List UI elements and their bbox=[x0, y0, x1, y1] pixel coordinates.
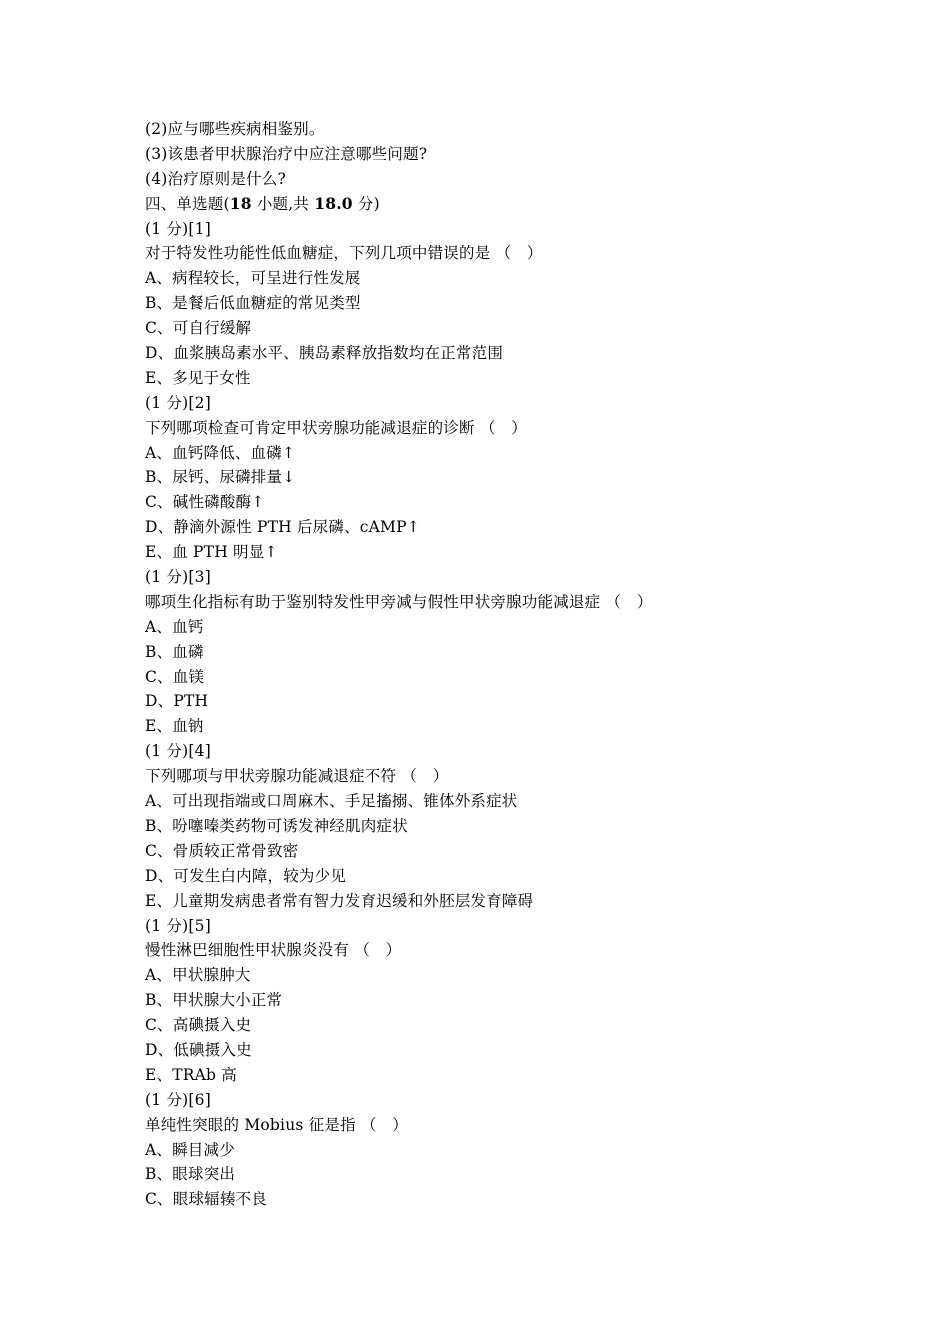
question-header: (1 分)[1] bbox=[145, 219, 211, 238]
option-a: A、血钙 bbox=[145, 617, 204, 636]
option-a: A、瞬目减少 bbox=[145, 1140, 235, 1159]
question-header: (1 分)[5] bbox=[145, 916, 211, 935]
question-line-4: (4)治疗原则是什么? bbox=[145, 169, 286, 188]
option-c: C、可自行缓解 bbox=[145, 319, 252, 338]
option-d: D、可发生白内障，较为少见 bbox=[145, 866, 347, 885]
question-block bbox=[145, 1088, 905, 1212]
option-e: E、血钠 bbox=[145, 717, 204, 736]
option-b: B、吩噻嗪类药物可诱发神经肌肉症状 bbox=[145, 816, 408, 835]
option-d: D、血浆胰岛素水平、胰岛素释放指数均在正常范围 bbox=[145, 344, 504, 363]
question-stem: 下列哪项与甲状旁腺功能减退症不符 （ ） bbox=[145, 767, 449, 786]
option-e: E、血 PTH 明显↑ bbox=[145, 543, 278, 562]
option-b: B、血磷 bbox=[145, 642, 204, 661]
option-b: B、尿钙、尿磷排量↓ bbox=[145, 468, 296, 487]
option-a: A、可出现指端或口周麻木、手足搐搦、锥体外系症状 bbox=[145, 792, 518, 811]
question-block bbox=[145, 914, 905, 1088]
option-c: C、眼球辐辏不良 bbox=[145, 1190, 267, 1209]
question-header: (1 分)[3] bbox=[145, 568, 211, 587]
document-page bbox=[145, 117, 905, 1212]
option-c: C、骨质较正常骨致密 bbox=[145, 841, 299, 860]
section-score: 18.0 bbox=[314, 193, 353, 213]
question-stem: 对于特发性功能性低血糖症，下列几项中错误的是 （ ） bbox=[145, 244, 543, 263]
section-suffix: 分) bbox=[352, 194, 380, 213]
option-a: A、血钙降低、血磷↑ bbox=[145, 443, 296, 462]
option-d: D、PTH bbox=[145, 692, 209, 711]
question-header: (1 分)[2] bbox=[145, 393, 211, 412]
option-d: D、低碘摄入史 bbox=[145, 1040, 252, 1059]
question-block bbox=[145, 565, 905, 739]
option-b: B、眼球突出 bbox=[145, 1165, 236, 1184]
option-a: A、病程较长，可呈进行性发展 bbox=[145, 269, 361, 288]
option-e: E、TRAb 高 bbox=[145, 1065, 237, 1084]
question-stem: 哪项生化指标有助于鉴别特发性甲旁减与假性甲状旁腺功能减退症 （ ） bbox=[145, 592, 653, 611]
question-line-2: (2)应与哪些疾病相鉴别。 bbox=[145, 120, 325, 138]
option-b: B、是餐后低血糖症的常见类型 bbox=[145, 294, 361, 313]
option-b: B、甲状腺大小正常 bbox=[145, 991, 283, 1010]
section-count: 18 bbox=[229, 193, 252, 213]
question-block bbox=[145, 217, 905, 391]
question-header: (1 分)[6] bbox=[145, 1090, 211, 1109]
option-c: C、血镁 bbox=[145, 667, 205, 686]
section-prefix: 四、单选题( bbox=[145, 194, 230, 213]
option-c: C、高碘摄入史 bbox=[145, 1016, 252, 1035]
question-block bbox=[145, 391, 905, 565]
question-stem: 下列哪项检查可肯定甲状旁腺功能减退症的诊断 （ ） bbox=[145, 418, 527, 437]
option-e: E、儿童期发病患者常有智力发育迟缓和外胚层发育障碍 bbox=[145, 891, 534, 910]
section-heading bbox=[145, 192, 905, 217]
question-block bbox=[145, 739, 905, 913]
option-e: E、多见于女性 bbox=[145, 368, 251, 387]
option-d: D、静滴外源性 PTH 后尿磷、cAMP↑ bbox=[145, 518, 420, 537]
option-c: C、碱性磷酸酶↑ bbox=[145, 493, 265, 512]
question-stem: 单纯性突眼的 Mobius 征是指 （ ） bbox=[145, 1115, 409, 1134]
question-stem: 慢性淋巴细胞性甲状腺炎没有 （ ） bbox=[145, 941, 402, 960]
question-header: (1 分)[4] bbox=[145, 742, 211, 761]
option-a: A、甲状腺肿大 bbox=[145, 966, 251, 985]
question-line-3: (3)该患者甲状腺治疗中应注意哪些问题? bbox=[145, 144, 428, 163]
section-middle: 小题,共 bbox=[251, 194, 315, 213]
